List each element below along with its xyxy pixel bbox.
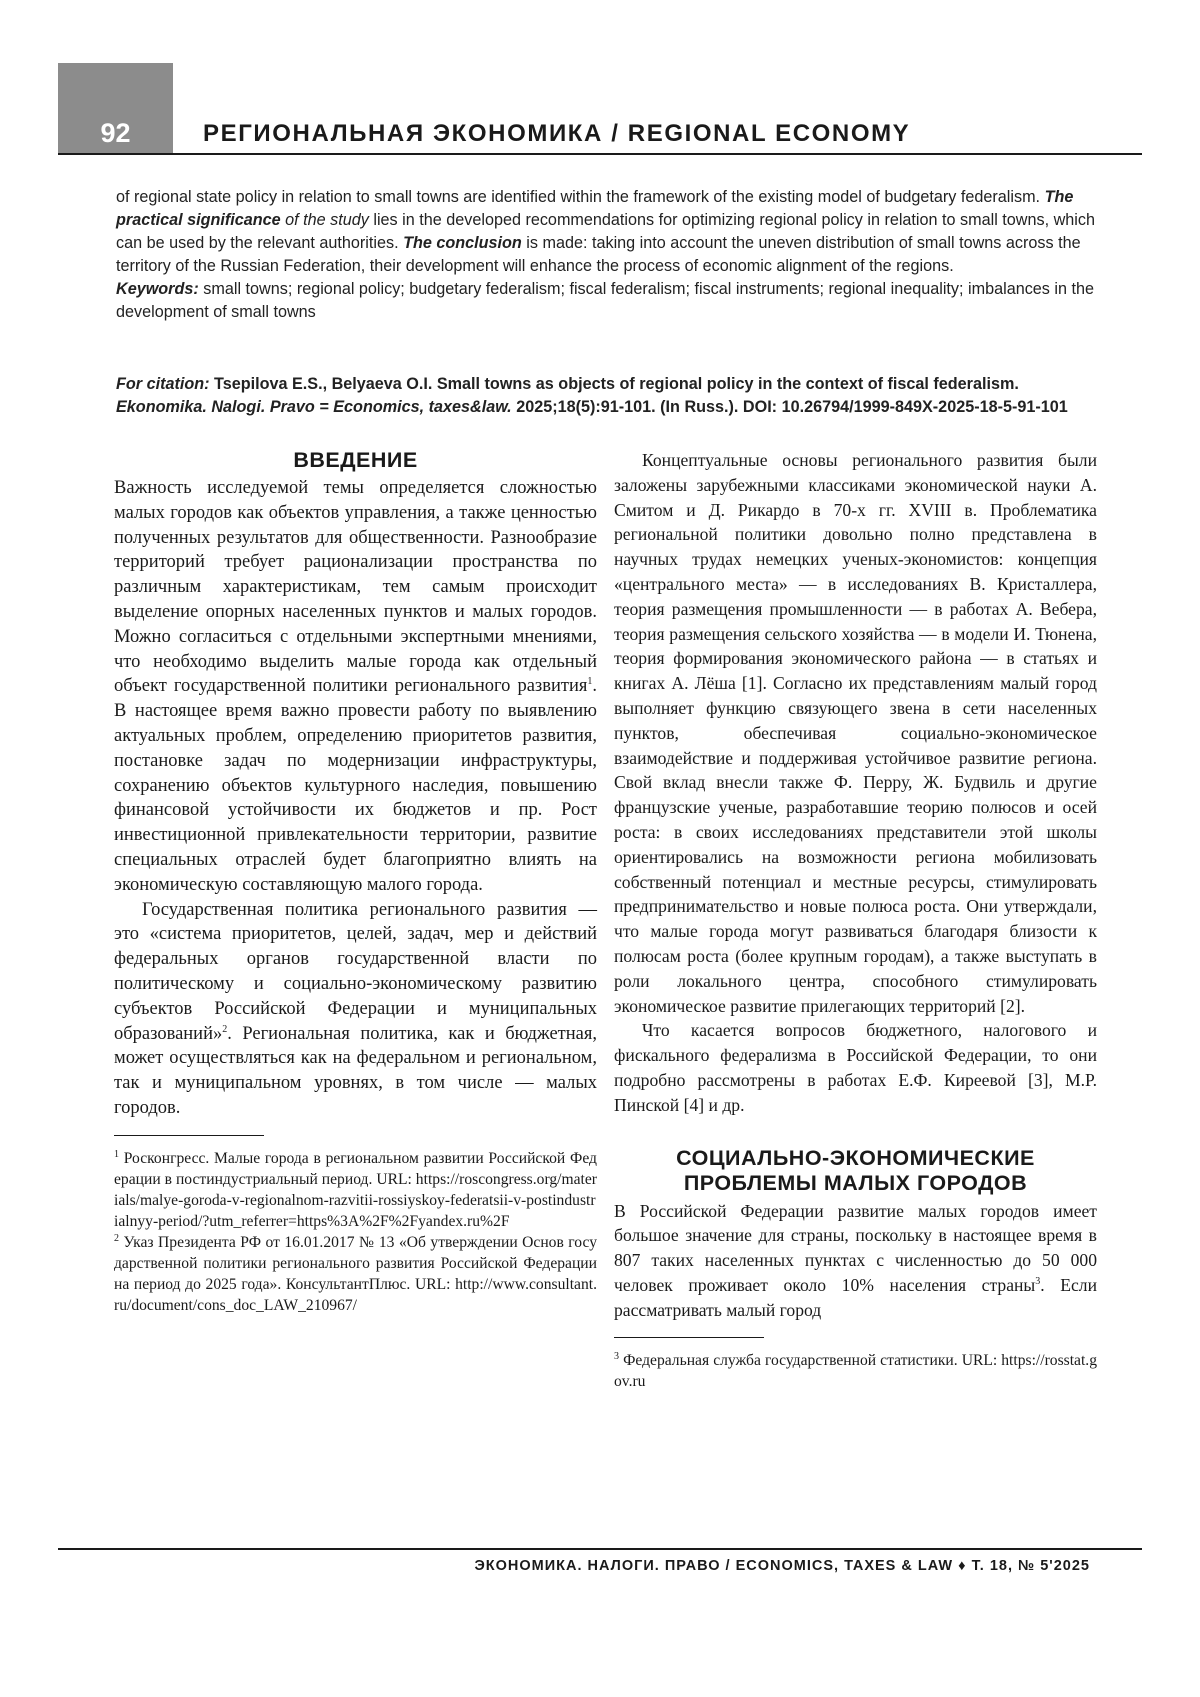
abstract [116,186,1096,324]
citation: For citation: Tsepilova E.S., Belyaeva O.I. Small towns as objects of regional policy in the context of fiscal federalism. Ekonomika. Nalogi. Pravo = Economics, taxes&law. 2025;18(5):91-101. (In Russ.). DOI: 10.26794/1999-849X-2025-18-5-91-101 [116,375,1068,416]
right-column [614,448,1097,1392]
practical-label: The practical significance [116,188,1074,229]
right-paragraph-2: Что касается вопросов бюджетного, налогового и фискального федерализма в Российской Федерации, то они подробно рассмотрены в работах Е.Ф. Киреевой [3], М.Р. Пинской [4] и др. [614,1020,1097,1115]
footnote-divider-right [614,1337,764,1338]
footer-divider [58,1548,1142,1550]
conclusion-label: The conclusion [403,234,522,252]
right-paragraph-1: Концептуальные основы регионального развития были заложены зарубежными классиками экономической науки А. Смитом и Д. Рикардо в 70-х гг. XVIII в. Проблематика региональной политики довольно полно представлена в научных трудах немецких ученых-экономистов: концепция «центрального места» — в исследованиях В. Кристаллера, теория размещения промышленности — в работах А. Вебера, теория размещения сельского хозяйства — в модели И. Тюнена, теория формирования экономического района — в статьях и книгах А. Лёша [1]. Согласно их представлениям малый город выполняет функцию связующего звена в сети населенных пунктов, обеспечивая социально-экономическое взаимодействие и поддерживая устойчивое развитие региона. Свой вклад внесли также Ф. Перру, Ж. Будвиль и другие французские ученые, разработавшие теорию полюсов и осей роста: в своих исследованиях представители этой школы ориентировались на возможности региона мобилизовать собственный потенциал и местные ресурсы, стимулировать предпринимательство и новые полюса роста. Они утверждали, что малые города могут развиваться благодаря близости к полюсам роста (более крупным городам), а также выступать в роли локального центра, способного стимулировать экономическое развитие прилегающих территорий [2]. [614,450,1097,1016]
footer-journal-info: ЭКОНОМИКА. НАЛОГИ. ПРАВО / ECONOMICS, TAXES & LAW ♦ Т. 18, № 5'2025 [474,1558,1090,1574]
keywords: Keywords: small towns; regional policy; budgetary federalism; fiscal federalism; fiscal instruments; regional inequality; imbalances in the development of small towns [116,280,1094,321]
footnote-2: $^2$ Указ Президента РФ от 16.01.2017 № 13 «Об утверждении Основ государственной политики регионального развития Российской Федерации на период до 2025 года». КонсультантПлюс. URL: http://www.consultant.ru/document/cons_doc_LAW_210967/ [114,1232,597,1314]
abstract-text: of regional state policy in relation to small towns are identified within the framework of the existing model of budgetary federalism. The practical significance of the study lies in the developed recommendations for optimizing regional policy in relation to small towns, which can be used by the relevant authorities. The conclusion is made: taking into account the uneven distribution of small towns across the territory of the Russian Federation, their development will enhance the process of economic alignment of the regions. [116,188,1095,275]
citation-label: For citation: [116,375,210,393]
header-divider [58,153,1142,155]
page-number: 92 [100,118,131,148]
keywords-label: Keywords: [116,280,199,298]
intro-heading: ВВЕДЕНИЕ [293,448,418,472]
section-heading-2: СОЦИАЛЬНО-ЭКОНОМИЧЕСКИЕ ПРОБЛЕМЫ МАЛЫХ ГОРОДОВ [676,1145,1035,1195]
intro-paragraph-1: Важность исследуемой темы определяется сложностью малых городов как объектов управления, а также ценностью полученных результатов для общественности. Разнообразие территорий требует рационализации пространства по различным характеристикам, тем самым происходит выделение опорных населенных пунктов и малых городов. Можно согласиться с отдельными экспертными мнениями, что необходимо выделить малые города как отдельный объект государственной политики регионального развития$^1$. В настоящее время важно провести работу по выявлению актуальных проблем, определению приоритетов развития, постановке задач по модернизации инфраструктуры, сохранению объектов культурного наследия, повышению финансовой устойчивости их бюджетов и пр. Рост инвестиционной привлекательности территории, развитие специальных отраслей будет благоприятно влиять на экономическую составляющую малого города. [114,478,597,895]
intro-paragraph-2: Государственная политика регионального развития — это «система приоритетов, целей, задач, мер и действий федеральных органов государственной власти по политическому и социально-экономическому развитию субъектов Российской Федерации и муниципальных образований»$^2$. Региональная политика, как и бюджетная, может осуществляться как на федеральном и региональном, так и муниципальном уровнях, в том числе — малых городов. [114,899,597,1118]
diamond-icon: ♦ [958,1558,967,1574]
left-column [114,448,597,1316]
footnote-1: $^1$ Росконгресс. Малые города в региональном развитии Российской Федерации в постиндустриальный период. URL: https://roscongress.org/materials/malye-goroda-v-regionalnom-razvitii-rossiyskoy-federatsii-v-postindustrialnyy-period/?utm_referrer=https%3A%2F%2Fyandex.ru%2F [114,1148,597,1230]
right-paragraph-3: В Российской Федерации развитие малых городов имеет большое значение для страны, поскольку в настоящее время в 807 таких населенных пунктах с численностью до 50 000 человек проживает около 10% населения страны$^3$. Если рассматривать малый город [614,1200,1097,1320]
journal-section-title: РЕГИОНАЛЬНАЯ ЭКОНОМИКА / REGIONAL ECONOMY [203,120,911,147]
footnote-3: $^3$ Федеральная служба государственной статистики. URL: https://rosstat.gov.ru [614,1350,1097,1390]
footnote-divider [114,1135,264,1136]
